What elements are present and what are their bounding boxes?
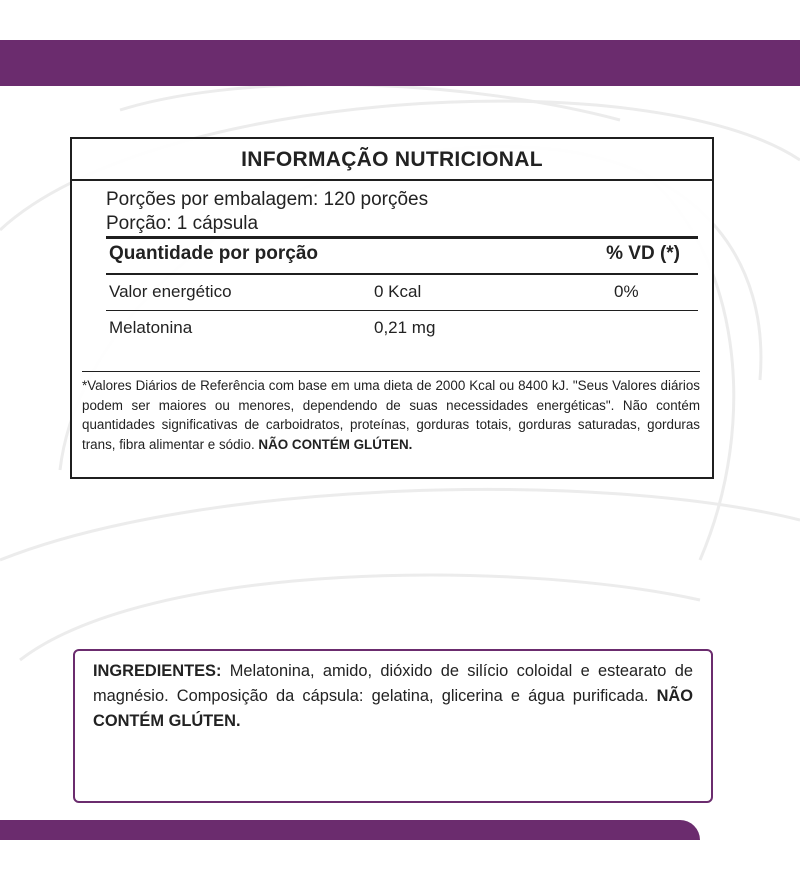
nutrition-facts-table xyxy=(70,137,714,479)
nutrient-daily-value: 0% xyxy=(614,282,639,301)
nutrient-amount: 0 Kcal xyxy=(374,282,422,301)
nutrition-row xyxy=(106,311,698,346)
nutrient-name: Valor energético xyxy=(109,282,232,301)
ingredients-gluten-warning: NÃO CONTÉM GLÚTEN. xyxy=(93,687,693,730)
nutrient-amount: 0,21 mg xyxy=(374,318,436,337)
nutrition-row xyxy=(106,275,698,311)
nutrition-title: INFORMAÇÃO NUTRICIONAL xyxy=(72,139,712,181)
ingredients-label: INGREDIENTES: xyxy=(93,662,222,680)
nutrition-table-header xyxy=(106,236,698,275)
servings-per-package: Porções por embalagem: 120 porções xyxy=(106,189,429,210)
bottom-color-band xyxy=(0,820,700,840)
footnote-text: *Valores Diários de Referência com base em uma dieta de 2000 Kcal ou 8400 kJ. "Seus Valores diários podem ser maiores ou menores, dependendo de suas necessidades energéticas". Não contém quantidades significativas de carboidratos, proteínas, gorduras totais, gorduras saturadas, gorduras trans, fibra alimentar e sódio. xyxy=(82,378,700,452)
nutrient-name: Melatonina xyxy=(109,318,193,337)
serving-size: Porção: 1 cápsula xyxy=(106,213,259,234)
header-amount: Quantidade por porção xyxy=(109,243,319,264)
serving-info xyxy=(72,181,712,236)
nutrition-footnote xyxy=(82,371,700,454)
ingredients-box xyxy=(73,649,713,803)
header-daily-value: % VD (*) xyxy=(606,243,680,264)
top-color-band xyxy=(0,40,800,86)
ingredients-text: Melatonina, amido, dióxido de silício coloidal e estearato de magnésio. Composição da cápsula: gelatina, glicerina e água purificada. xyxy=(93,662,693,705)
footnote-gluten-warning: NÃO CONTÉM GLÚTEN. xyxy=(258,436,413,452)
